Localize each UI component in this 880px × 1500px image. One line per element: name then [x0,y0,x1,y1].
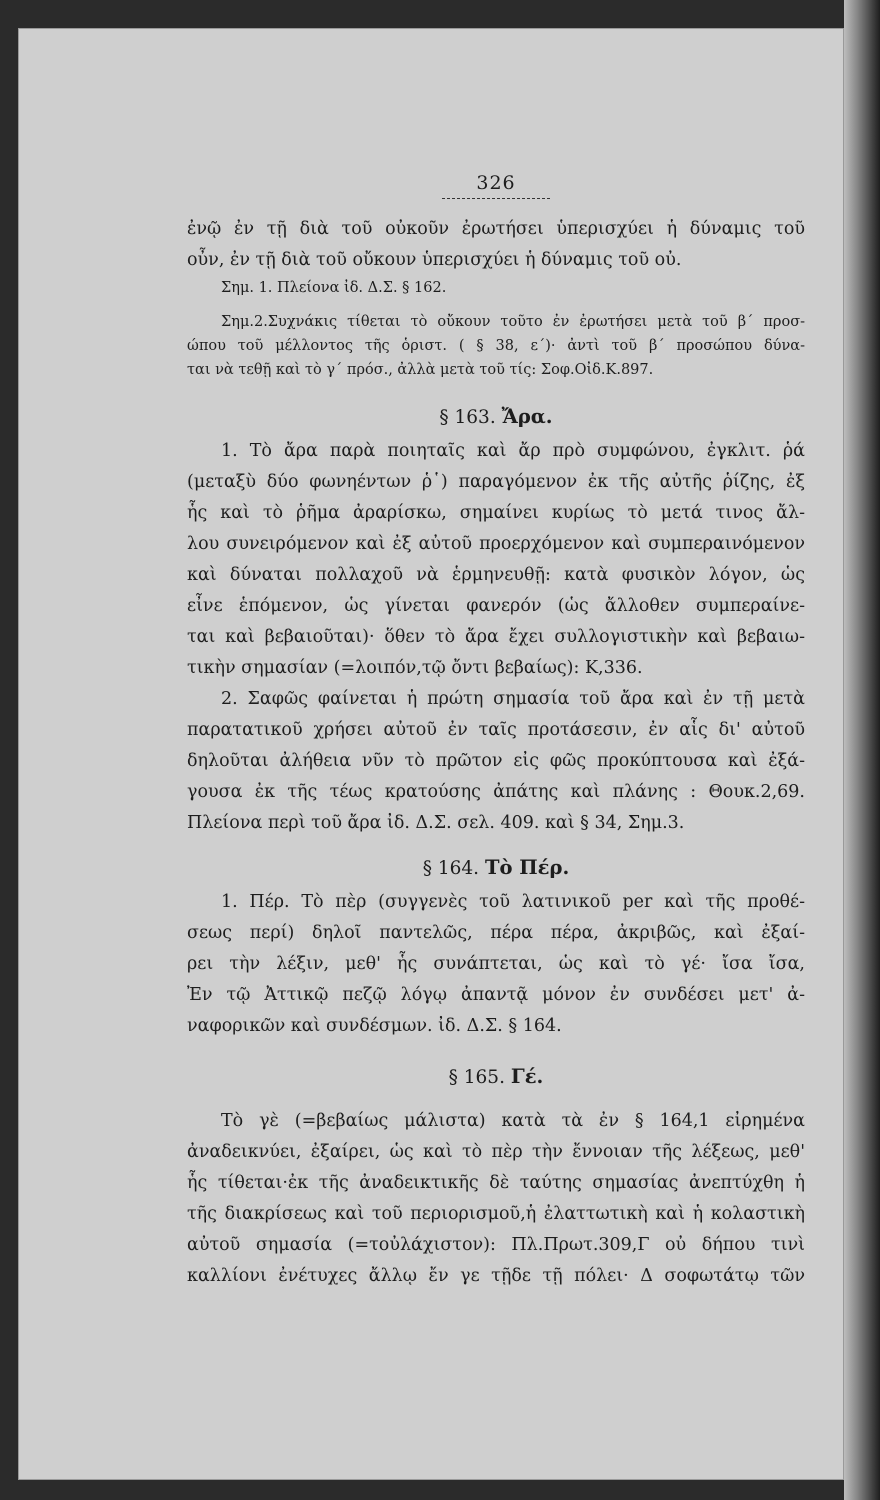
note-2-line: Σημ.2.Συχνάκις τίθεται τὸ οὔκουν τοῦτο ἐν ἐρωτήσει μετὰ τοῦ β΄ προσ- [221,314,805,330]
section-165-heading [187,1058,805,1096]
section-164-heading [187,849,805,887]
section-title: Τὸ Πέρ. [484,856,570,879]
text-line: (μεταξὺ δύο φωνηέντων ῥ῾) παραγόμενον ἐκ τῆς αὐτῆς ῥίζης, ἐξ [187,472,805,492]
text-line: οὖν, ἐν τῇ διὰ τοῦ οὔκουν ὑπερισχύει ἡ δύναμις τοῦ οὐ. [187,250,682,270]
text-line: ἧς τίθεται·ἐκ τῆς ἀναδεικτικῆς δὲ ταύτης σημασίας ἀνεπτύχθη ἡ [187,1173,805,1193]
text-line: εἶνε ἑπόμενον, ὡς γίνεται φανερόν (ὡς ἄλλοθεν συμπεραίνε- [187,596,805,616]
section-title: Ἄρα. [501,405,553,428]
text-line: Τὸ γὲ (=βεβαίως μάλιστα) κατὰ τὰ ἐν § 164,1 εἰρημένα [221,1111,805,1131]
text-line: ἧς καὶ τὸ ῥῆμα ἀραρίσκω, σημαίνει κυρίως τὸ μετά τινος ἄλ- [187,503,805,523]
text-line: γουσα ἐκ τῆς τέως κρατούσης ἀπάτης καὶ πλάνης : Θουκ.2,69. [187,782,805,802]
page-content [187,172,805,1292]
text-line: Ἐν τῷ Ἀττικῷ πεζῷ λόγῳ ἀπαντᾷ μόνον ἐν συνδέσει μετ' ἀ- [187,985,805,1005]
section-number: § 164. [422,858,480,879]
section-163-heading [187,398,805,436]
note-2-line: ται νὰ τεθῇ καὶ τὸ γ΄ πρόσ., ἀλλὰ μετὰ τοῦ τίς: Σοφ.Οἰδ.Κ.897. [187,362,654,378]
section-title: Γέ. [510,1065,544,1088]
text-line: τῆς διακρίσεως καὶ τοῦ περιορισμοῦ,ἡ ἐλαττωτικὴ καὶ ἡ κολαστικὴ [187,1204,805,1224]
text-line: Πλείονα περὶ τοῦ ἄρα ἰδ. Δ.Σ. σελ. 409. καὶ § 34, Σημ.3. [187,813,685,833]
text-line: ρει τὴν λέξιν, μεθ' ἧς συνάπτεται, ὡς καὶ τὸ γέ· ἴσα ἴσα, [187,954,805,974]
text-line: δηλοῦται ἀλήθεια νῦν τὸ πρῶτον εἰς φῶς προκύπτουσα καὶ ἐξά- [187,751,805,771]
text-line: ἀναδεικνύει, ἐξαίρει, ὡς καὶ τὸ πὲρ τὴν ἔννοιαν τῆς λέξεως, μεθ' [187,1142,805,1162]
text-line: σεως περί) δηλοῖ παντελῶς, πέρα πέρα, ἀκριβῶς, καὶ ἐξαί- [187,923,805,943]
section-number: § 163. [439,407,496,428]
section-number: § 165. [448,1067,505,1088]
text-line: αὐτοῦ σημασία (=τοὐλάχιστον): Πλ.Πρωτ.309,Γ οὐ δήπου τινὶ [187,1235,805,1255]
text-line: 2. Σαφῶς φαίνεται ἡ πρώτη σημασία τοῦ ἄρα καὶ ἐν τῇ μετὰ [221,689,805,709]
text-line: 1. Πέρ. Τὸ πὲρ (συγγενὲς τοῦ λατινικοῦ per καὶ τῆς προθέ- [221,892,805,912]
page-edge [844,0,880,1500]
text-line: παρατατικοῦ χρήσει αὐτοῦ ἐν ταῖς προτάσεσιν, ἐν αἷς δι' αὐτοῦ [187,720,805,740]
text-line: 1. Τὸ ἄρα παρὰ ποιηταῖς καὶ ἄρ πρὸ συμφώνου, ἐγκλιτ. ῥά [221,441,805,461]
text-line: καὶ δύναται πολλαχοῦ νὰ ἑρμηνευθῇ: κατὰ φυσικὸν λόγον, ὡς [187,565,805,585]
text-line: ναφορικῶν καὶ συνδέσμων. ἰδ. Δ.Σ. § 164. [187,1016,562,1036]
text-line: τικὴν σημασίαν (=λοιπόν,τῷ ὄντι βεβαίως): Κ,336. [187,658,643,678]
note-1: Σημ. 1. Πλείονα ἰδ. Δ.Σ. § 162. [221,280,447,296]
page-number: 326 [187,172,805,194]
text-line: λου συνειρόμενον καὶ ἐξ αὐτοῦ προερχόμενον καὶ συμπεραινόμενον [187,534,805,554]
text-line: καλλίονι ἐνέτυχες ἄλλῳ ἔν γε τῇδε τῇ πόλει· Δ σοφωτάτῳ τῶν [187,1266,805,1286]
text-line: ἐνῷ ἐν τῇ διὰ τοῦ οὐκοῦν ἐρωτήσει ὑπερισχύει ἡ δύναμις τοῦ [187,219,805,239]
note-2-line: ώπου τοῦ μέλλοντος τῆς ὁριστ. ( § 38, ε΄)· ἀντὶ τοῦ β΄ προσώπου δύνα- [187,338,805,354]
text-line: ται καὶ βεβαιοῦται)· ὅθεν τὸ ἄρα ἔχει συλλογιστικὴν καὶ βεβαιω- [187,627,805,647]
